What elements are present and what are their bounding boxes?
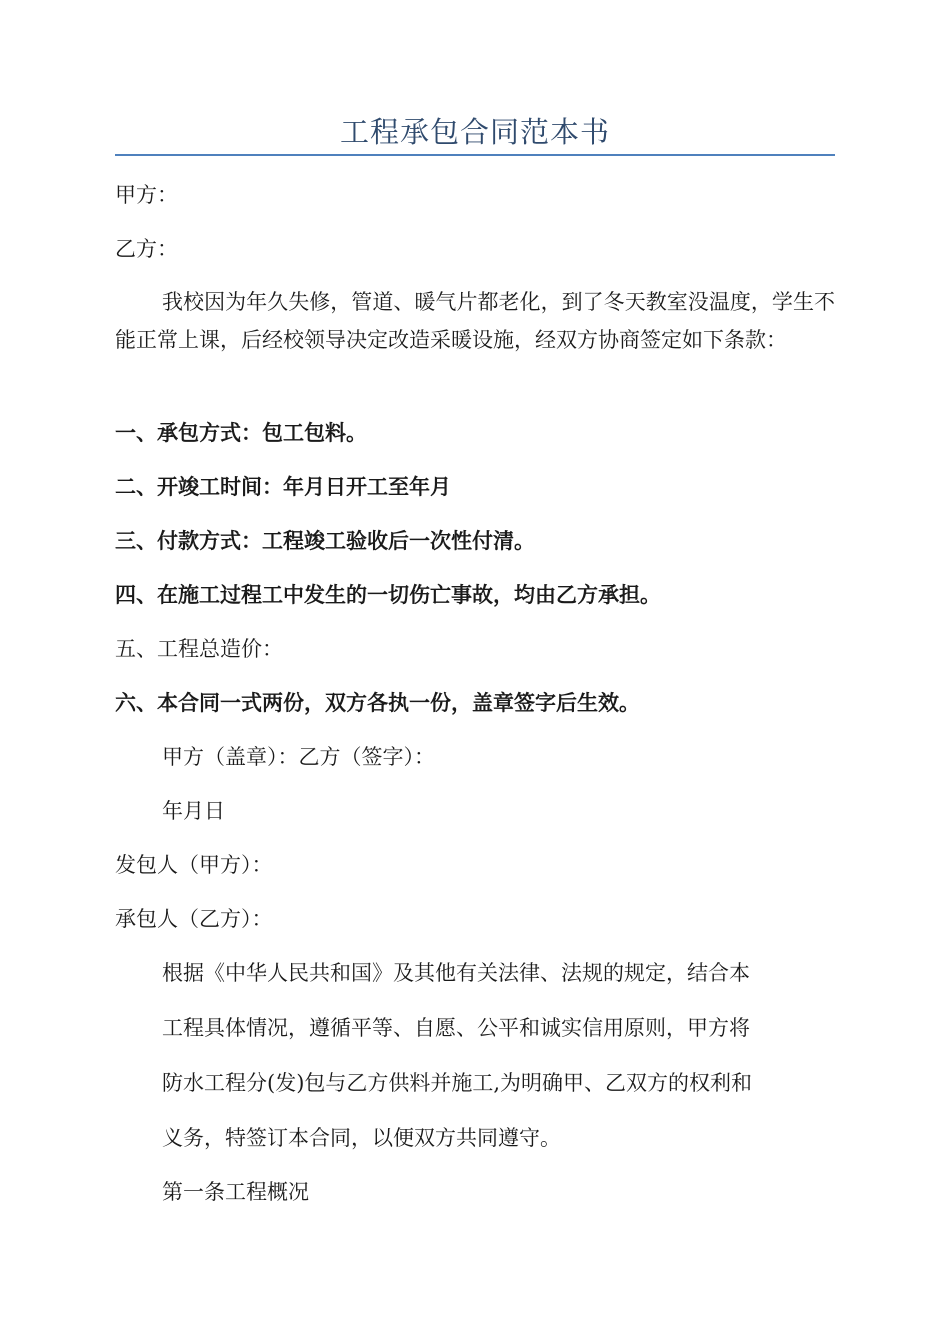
clause-3: 三、付款方式：工程竣工验收后一次性付清。: [115, 528, 535, 553]
law-line-3: 防水工程分(发)包与乙方供料并施工,为明确甲、乙双方的权利和: [162, 1071, 753, 1095]
date-line: 年月日: [162, 799, 225, 823]
clause-5: 五、工程总造价：: [115, 637, 283, 661]
clause-2: 二、开竣工时间：年月日开工至年月: [115, 474, 451, 499]
document-title: 工程承包合同范本书: [339, 115, 610, 149]
contractor-line: 承包人（乙方）：: [115, 907, 273, 931]
law-line-2: 工程具体情况，遵循平等、自愿、公平和诚实信用原则，甲方将: [162, 1016, 750, 1040]
party-a-line: 甲方：: [115, 183, 178, 207]
law-line-1: 根据《中华人民共和国》及其他有关法律、法规的规定，结合本: [162, 961, 750, 985]
intro-paragraph: 我校因为年久失修，管道、暖气片都老化，到了冬天教室没温度，学生不能正常上课，后经校领导决定改造采暖设施，经双方协商签定如下条款：: [115, 290, 835, 352]
signature-line: 甲方（盖章）：乙方（签字）：: [162, 745, 435, 769]
article-one-heading: 第一条工程概况: [162, 1180, 309, 1204]
employer-line: 发包人（甲方）：: [115, 853, 273, 877]
title-underline: [115, 154, 835, 156]
clause-4: 四、在施工过程工中发生的一切伤亡事故，均由乙方承担。: [115, 582, 661, 607]
party-b-line: 乙方：: [115, 237, 178, 261]
law-line-4: 义务，特签订本合同，以便双方共同遵守。: [162, 1126, 561, 1150]
clause-1: 一、承包方式：包工包料。: [115, 420, 367, 445]
clause-6: 六、本合同一式两份，双方各执一份，盖章签字后生效。: [115, 690, 640, 715]
